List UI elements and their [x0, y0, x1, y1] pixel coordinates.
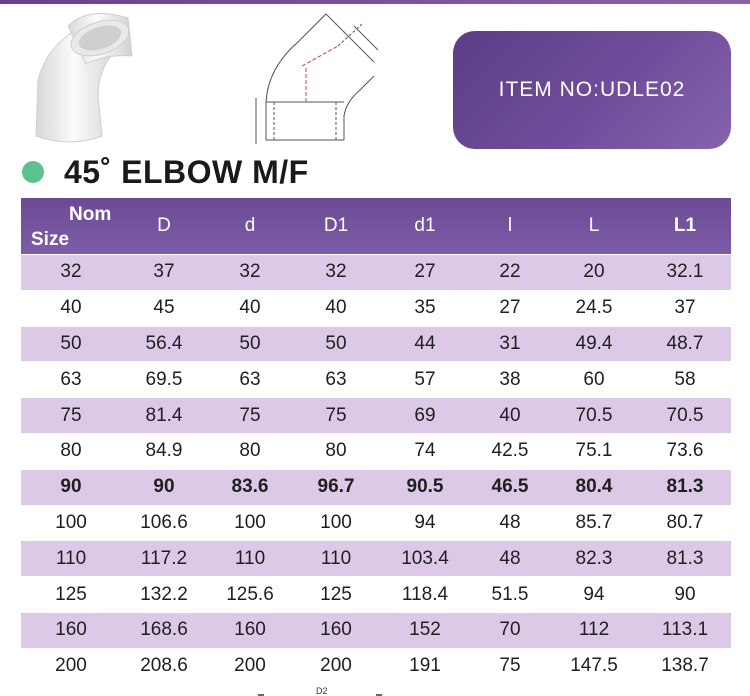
table-cell: 56.4: [121, 326, 207, 362]
table-cell: 83.6: [207, 469, 293, 505]
table-cell: 81.3: [639, 541, 731, 577]
table-cell: 42.5: [471, 433, 549, 469]
table-cell: 48.7: [639, 326, 731, 362]
table-cell: 117.2: [121, 541, 207, 577]
header-nom-size: [21, 198, 121, 255]
item-number-label: ITEM NO:UDLE02: [498, 78, 686, 101]
table-cell: 118.4: [379, 577, 471, 613]
top-rule: [0, 0, 750, 4]
table-cell: 80.4: [549, 469, 639, 505]
table-cell: 50: [293, 326, 379, 362]
table-row: [21, 648, 731, 683]
table-cell: 90: [639, 577, 731, 613]
table-row: [21, 541, 731, 577]
table-cell: 45: [121, 290, 207, 326]
table-cell: 22: [471, 255, 549, 291]
table-cell: 32: [21, 255, 121, 291]
table-cell: 100: [293, 505, 379, 541]
table-cell: 80.7: [639, 505, 731, 541]
table-cell: 138.7: [639, 648, 731, 683]
table-cell: 75: [471, 648, 549, 683]
table-cell: 50: [21, 326, 121, 362]
table-cell: 147.5: [549, 648, 639, 683]
table-cell: 35: [379, 290, 471, 326]
table-cell: 40: [471, 398, 549, 434]
table-row: [21, 469, 731, 505]
header-nom-label: Nom: [69, 204, 112, 225]
dimension-table: [21, 198, 731, 684]
table-cell: 57: [379, 362, 471, 398]
table-cell: 75: [21, 398, 121, 434]
table-cell: 132.2: [121, 577, 207, 613]
product-title-row: [22, 152, 309, 192]
table-cell: 46.5: [471, 469, 549, 505]
header-d1: d1: [379, 198, 471, 255]
table-cell: 24.5: [549, 290, 639, 326]
table-cell: 63: [21, 362, 121, 398]
table-cell: 90.5: [379, 469, 471, 505]
table-cell: 70.5: [549, 398, 639, 434]
green-circle-bullet-icon: [22, 161, 44, 183]
table-cell: 168.6: [121, 612, 207, 648]
table-cell: 94: [379, 505, 471, 541]
table-cell: 160: [21, 612, 121, 648]
table-cell: 37: [639, 290, 731, 326]
table-cell: 20: [549, 255, 639, 291]
table-cell: 60: [549, 362, 639, 398]
table-cell: 58: [639, 362, 731, 398]
product-title: 45˚ ELBOW M/F: [64, 153, 309, 190]
table-cell: 80: [207, 433, 293, 469]
table-cell: 200: [293, 648, 379, 683]
table-cell: 69: [379, 398, 471, 434]
table-cell: 110: [21, 541, 121, 577]
table-cell: 70: [471, 612, 549, 648]
table-cell: 70.5: [639, 398, 731, 434]
table-cell: 152: [379, 612, 471, 648]
table-cell: 80: [21, 433, 121, 469]
table-cell: 48: [471, 541, 549, 577]
item-number-badge: [453, 31, 731, 149]
header-D: D: [121, 198, 207, 255]
table-cell: 73.6: [639, 433, 731, 469]
table-cell: 80: [293, 433, 379, 469]
table-cell: 85.7: [549, 505, 639, 541]
table-row: [21, 362, 731, 398]
table-cell: 32: [293, 255, 379, 291]
table-cell: 75.1: [549, 433, 639, 469]
table-cell: 37: [121, 255, 207, 291]
table-row: [21, 255, 731, 291]
table-cell: 75: [207, 398, 293, 434]
table-row: [21, 612, 731, 648]
table-cell: 112: [549, 612, 639, 648]
table-cell: 125.6: [207, 577, 293, 613]
table-cell: 63: [293, 362, 379, 398]
table-cell: 103.4: [379, 541, 471, 577]
table-row: [21, 398, 731, 434]
table-cell: 44: [379, 326, 471, 362]
table-cell: 84.9: [121, 433, 207, 469]
table-row: [21, 326, 731, 362]
table-cell: 63: [207, 362, 293, 398]
table-cell: 38: [471, 362, 549, 398]
table-cell: 27: [379, 255, 471, 291]
table-cell: 96.7: [293, 469, 379, 505]
table-cell: 160: [207, 612, 293, 648]
table-cell: 40: [21, 290, 121, 326]
elbow-technical-drawing: [252, 6, 382, 148]
table-cell: 75: [293, 398, 379, 434]
table-cell: 90: [121, 469, 207, 505]
table-cell: 125: [21, 577, 121, 613]
table-cell: 31: [471, 326, 549, 362]
header-L1: L1: [639, 198, 731, 255]
table-cell: 94: [549, 577, 639, 613]
table-cell: 49.4: [549, 326, 639, 362]
cropped-drawing-fragment: [250, 684, 390, 696]
table-cell: 32.1: [639, 255, 731, 291]
table-cell: 82.3: [549, 541, 639, 577]
header-size-label: Size: [31, 229, 70, 250]
header-l: l: [471, 198, 549, 255]
header-D1: D1: [293, 198, 379, 255]
header-L: L: [549, 198, 639, 255]
table-cell: 90: [21, 469, 121, 505]
table-cell: 125: [293, 577, 379, 613]
table-cell: 81.4: [121, 398, 207, 434]
table-cell: 100: [207, 505, 293, 541]
table-cell: 160: [293, 612, 379, 648]
table-cell: 81.3: [639, 469, 731, 505]
table-cell: 200: [21, 648, 121, 683]
svg-text:D2: D2: [316, 686, 328, 696]
table-cell: 110: [207, 541, 293, 577]
table-cell: 40: [207, 290, 293, 326]
table-cell: 74: [379, 433, 471, 469]
table-cell: 200: [207, 648, 293, 683]
table-cell: 100: [21, 505, 121, 541]
table-cell: 113.1: [639, 612, 731, 648]
table-cell: 51.5: [471, 577, 549, 613]
table-body: [21, 255, 731, 684]
elbow-photo: [28, 8, 148, 148]
table-cell: 69.5: [121, 362, 207, 398]
table-cell: 27: [471, 290, 549, 326]
table-cell: 50: [207, 326, 293, 362]
table-cell: 208.6: [121, 648, 207, 683]
table-row: [21, 433, 731, 469]
table-row: [21, 577, 731, 613]
table-row: [21, 505, 731, 541]
header-d: d: [207, 198, 293, 255]
table-header-row: [21, 198, 731, 255]
table-cell: 191: [379, 648, 471, 683]
table-cell: 48: [471, 505, 549, 541]
table-cell: 110: [293, 541, 379, 577]
table-cell: 32: [207, 255, 293, 291]
table-cell: 40: [293, 290, 379, 326]
table-cell: 106.6: [121, 505, 207, 541]
table-row: [21, 290, 731, 326]
